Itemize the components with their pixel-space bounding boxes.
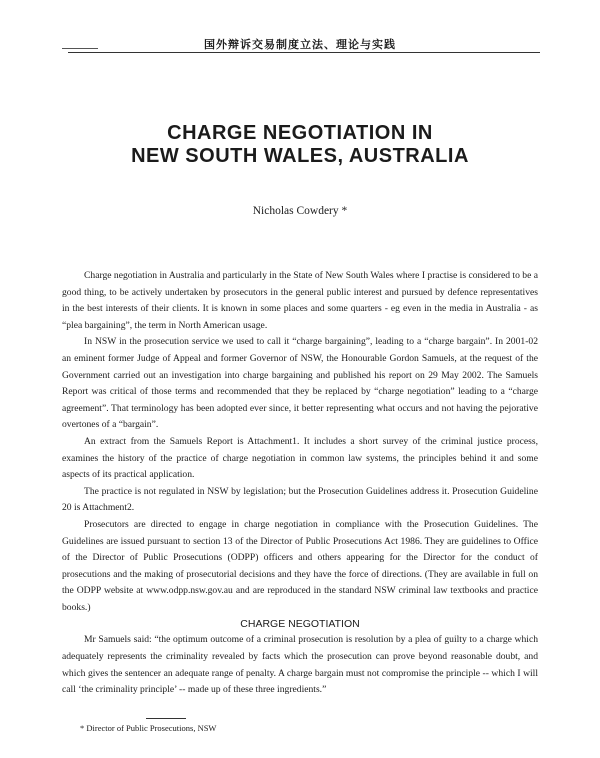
paragraph: An extract from the Samuels Report is Attachment1. It includes a short survey of the criminal justice process, examines the history of the practice of charge negotiation in common law systems, the principles behind it and some aspects of its practical application. xyxy=(62,435,538,481)
paragraph: Prosecutors are directed to engage in charge negotiation in compliance with the Prosecution Guidelines. The Guidelines are issued pursuant to section 13 of the Director of Public Prosecutions Act 1986. They are guidelines to Office of the Director of Public Prosecutions (ODPP) officers and others appearing for the Director for the conduct of prosecutions and the making of prosecutorial decisions and they have the force of directions. (They are available in full on the ODPP website at www.odpp.nsw.gov.au and are reproduced in the standard NSW criminal law textbooks and practice books.) xyxy=(62,518,538,613)
header-rule xyxy=(68,52,540,53)
paragraph: The practice is not regulated in NSW by legislation; but the Prosecution Guidelines address it. Prosecution Guideline 20 is Attachment2. xyxy=(62,485,538,514)
footnote-rule xyxy=(146,718,186,719)
running-header: 国外辩诉交易制度立法、理论与实践 xyxy=(204,38,396,51)
header-dash-line xyxy=(62,48,98,49)
paragraph: Mr Samuels said: “the optimum outcome of a criminal prosecution is resolution by a plea of guilty to a charge which adequately represents the criminality revealed by facts which the prosecution can prove beyond reasonable doubt, and which gives the sentencer an adequate range of penalty. A charge bargain must not compromise the principle -- which I will call ‘the criminality principle’ -- made up of these three ingredients.” xyxy=(62,634,538,696)
article-title-line2: NEW SOUTH WALES, AUSTRALIA xyxy=(131,145,469,167)
author-name: Nicholas Cowdery * xyxy=(252,205,348,217)
paragraph: In NSW in the prosecution service we used to call it “charge bargaining”, leading to a “charge bargain”. In 2001-02 an eminent former Judge of Appeal and former Governor of NSW, the Honourable Gordon Samuels, at the request of the Government carried out an investigation into charge bargaining and published his report on 29 May 2002. The Samuels Report was critical of those terms and recommended that they be replaced by “charge negotiation” leading to a “charge agreement”. That terminology has been adopted ever since, it better representing what occurs and not having the pejorative overtones of a “bargain”. xyxy=(62,336,538,431)
section-heading: CHARGE NEGOTIATION xyxy=(240,618,360,631)
footnote: * Director of Public Prosecutions, NSW xyxy=(80,723,217,733)
article-title-line1: CHARGE NEGOTIATION IN xyxy=(167,122,433,144)
paragraph: Charge negotiation in Australia and particularly in the State of New South Wales where I practise is considered to be a good thing, to be actively undertaken by prosecutors in the general public interest and pursued by defence representatives in the best interests of their clients. It is known in some places and some quarters - eg even in the media in Australia - as “plea bargaining”, the term in North American usage. xyxy=(62,270,538,331)
article-body xyxy=(62,268,538,699)
